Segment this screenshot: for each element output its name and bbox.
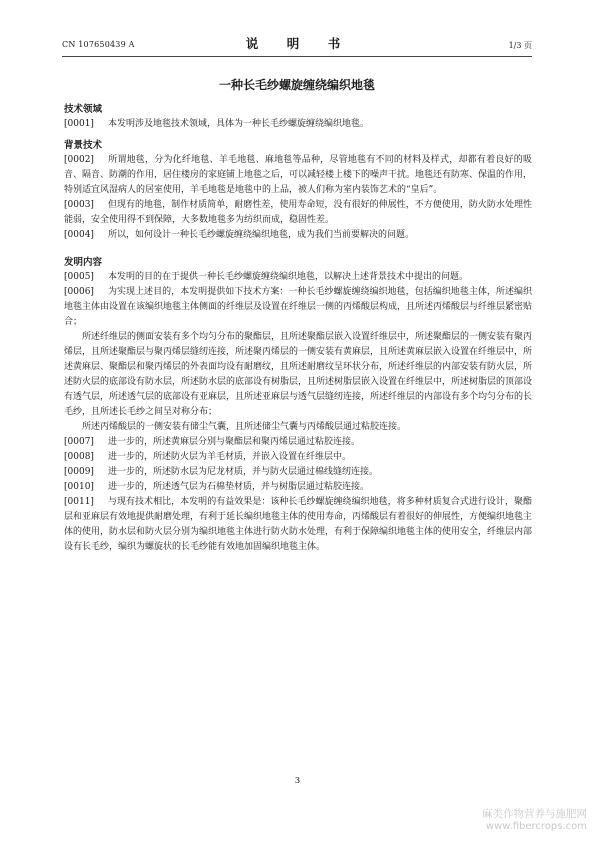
paragraph-number: [0002] [64,155,94,165]
page-number: 3 [294,776,301,786]
watermark-site-name: 麻类作物营养与施肥网 [482,808,587,820]
section-heading: 发明内容 [64,257,103,268]
paragraph-text: 进一步的，所述防水层为尼龙材质，并与防火层通过棉线缝纫连接。 [107,467,378,477]
paragraph-number: [0007] [64,437,94,447]
watermark-url: www.fibercrops.com [485,821,587,832]
paragraph-text: 与现有技术相比，本发明的有益效果是：该种长毛纱螺旋缠绕编织地毯，将多种材质复合式进行设计，聚酯层和亚麻层有效地提供耐磨处理，有利于延长编织地毯主体的使用寿命，丙烯酸层有着很好的伸展性，方便编织地毯主体的使用，防水层和防火层分别为编织地毯主体进行防火防水处理，有利于保障编织地毯主体的使用安全，纤维层内部设有长毛纱，编织为螺旋状的长毛纱能有效地加固编织地毯主体。 [64,497,533,552]
paragraph [64,480,532,495]
paragraph-text: 本发明涉及地毯技术领域，具体为一种长毛纱螺旋缠绕编织地毯。 [107,119,369,129]
paragraph-number: [0009] [64,467,94,477]
paragraph-number: [0001] [64,119,94,129]
paragraph [64,270,532,285]
paragraph-text: 本发明的目的在于提供一种长毛纱螺旋缠绕编织地毯，以解决上述背景技术中提出的问题。 [107,272,468,282]
paragraph-continuation: 所述纤维层的侧面安装有多个均匀分布的聚酯层，且所述聚酯层嵌入设置纤维层中，所述聚酯层的一侧安装有聚丙烯层，且所述聚酯层与聚丙烯层缝纫连接，所述聚丙烯层的一侧安装有黄麻层，且所述黄麻层嵌入设置在纤维层中，所述黄麻层、聚酯层和聚丙烯层的外表面均设有耐磨纹，且所述耐磨纹呈环状分布，所述纤维层的内部安装有防火层，所述防火层的底部设有防水层，所述防水层的底部设有树脂层，且所述树脂层嵌入设置在纤维层中，所述树脂层的顶部设有透气层，所述透气层的底部设有亚麻层，且所述亚麻层与透气层缝纫连接，所述纤维层的内部设有多个均匀分布的长毛纱，且所述长毛纱之间呈对称分布； [64,332,533,417]
watermark [457,806,587,832]
section-heading: 技术领域 [64,104,103,115]
document-title: 一种长毛纱螺旋缠绕编织地毯 [218,78,375,92]
paragraph-number: [0006] [64,287,94,297]
paragraph [64,285,532,330]
paragraph [64,153,532,198]
section-technical-field [64,102,532,132]
paragraph [64,450,532,465]
section-invention-content [64,255,532,555]
paragraph [64,495,532,555]
paragraph-text: 为实现上述目的，本发明提供如下技术方案：一种长毛纱螺旋缠绕编织地毯，包括编织地毯主体，所述编织地毯主体由设置在该编织地毯主体侧面的纤维层及设置在纤维层一侧的丙烯酸层构成，且所述丙烯酸层与纤维层紧密贴合； [64,287,533,327]
paragraph-continuation: 所述丙烯酸层的一侧安装有储尘气囊，且所述储尘气囊与丙烯酸层通过粘胶连接。 [82,422,407,432]
paragraph [64,198,532,228]
paragraph [64,435,532,450]
paragraph-text: 所以，如何设计一种长毛纱螺旋缠绕编织地毯，成为我们当前要解决的问题。 [107,230,414,240]
paragraph-number: [0010] [64,482,94,492]
document-body [64,102,532,555]
paragraph-number: [0005] [64,272,94,282]
header-divider [62,56,532,57]
publication-number: CN 107650439 A [62,40,135,49]
paragraph-number: [0003] [64,200,94,210]
paragraph-text: 进一步的，所述防火层为羊毛材质，并嵌入设置在纤维层中。 [107,452,351,462]
paragraph-number: [0008] [64,452,94,462]
page-header [62,38,532,52]
header-title: 说 明 书 [245,36,349,51]
paragraph-text: 所谓地毯，分为化纤地毯、羊毛地毯、麻地毯等品种，尽管地毯有不同的材料及样式，却都有着良好的吸音、隔音、防潮的作用，居住楼房的家庭铺上地毯之后，可以减轻楼上楼下的噪声干扰。地毯还有防寒、保温的作用，特别适宜风湿病人的居室使用，羊毛地毯是地毯中的上品，被人们称为室内装饰艺术的“皇后”。 [64,155,533,195]
paragraph-text: 进一步的，所述透气层为石棉垫材质，并与树脂层通过粘胶连接。 [107,482,369,492]
paragraph-number: [0004] [64,230,94,240]
paragraph [64,117,532,132]
paragraph-number: [0011] [64,497,94,507]
section-heading: 背景技术 [64,140,103,151]
page-indicator: 1/3 页 [508,41,532,50]
paragraph-text: 进一步的，所述黄麻层分别与聚酯层和聚丙烯层通过粘胶连接。 [107,437,360,447]
paragraph [64,465,532,480]
paragraph [64,228,532,243]
section-background [64,138,532,243]
paragraph-text: 但现有的地毯，制作材质简单，耐磨性差，使用寿命短，没有很好的伸展性，不方便使用，防火防水处理性能弱，安全使用得不到保障，大多数地毯多为纺织而成，稳固性差。 [64,200,532,225]
